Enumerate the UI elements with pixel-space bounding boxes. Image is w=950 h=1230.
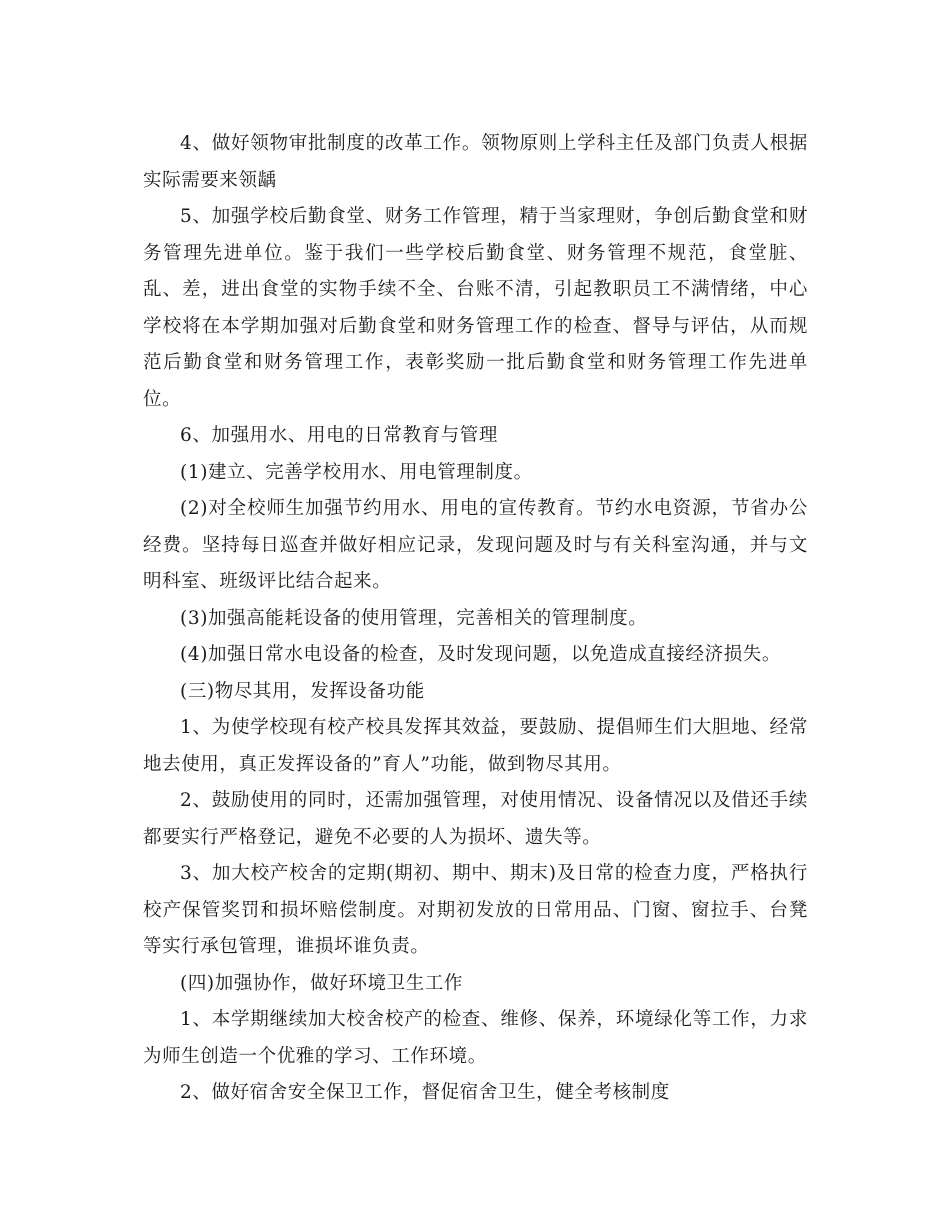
paragraph-equipment-item-1: 1、为使学校现有校产校具发挥其效益，要鼓励、提倡师生们大胆地、经常地去使用，真正发挥设备的”育人”功能，做到物尽其用。 — [143, 717, 808, 775]
paragraph-subitem-3-high-energy: (3)加强高能耗设备的使用管理，完善相关的管理制度。 — [180, 607, 648, 629]
section-heading-3-equipment: (三)物尽其用，发挥设备功能 — [180, 680, 425, 702]
paragraph-item-5-canteen-finance: 5、加强学校后勤食堂、财务工作管理，精于当家理财，争创后勤食堂和财务管理先进单位。鉴于我们一些学校后勤食堂、财务管理不规范，食堂脏、乱、差，进出食堂的实物手续不全、台账不清，引起教职员工不满情绪，中心学校将在本学期加强对后勤食堂和财务管理工作的检查、督导与评估，从而规范后勤食堂和财务管理工作，表彰奖励一批后勤食堂和财务管理工作先进单位。 — [143, 206, 808, 410]
paragraph-environment-item-2: 2、做好宿舍安全保卫工作，督促宿舍卫生，健全考核制度 — [180, 1082, 670, 1103]
paragraph-item-4-requisition-reform: 4、做好领物审批制度的改革工作。领物原则上学科主任及部门负责人根据实际需要来领龋 — [143, 133, 808, 191]
paragraph-subitem-1-system: (1)建立、完善学校用水、用电管理制度。 — [180, 461, 533, 483]
paragraph-item-6-water-electricity: 6、加强用水、用电的日常教育与管理 — [180, 425, 498, 446]
section-heading-4-environment: (四)加强协作，做好环境卫生工作 — [180, 972, 464, 994]
paragraph-equipment-item-3: 3、加大校产校舍的定期(期初、期中、期末)及日常的检查力度，严格执行校产保管奖罚和损坏赔偿制度。对期初发放的日常用品、门窗、窗拉手、台凳等实行承包管理，谁损坏谁负责。 — [143, 863, 808, 957]
document-body — [143, 126, 808, 1112]
paragraph-subitem-4-inspection: (4)加强日常水电设备的检查，及时发现问题，以免造成直接经济损失。 — [180, 644, 782, 665]
paragraph-equipment-item-2: 2、鼓励使用的同时，还需加强管理，对使用情况、设备情况以及借还手续都要实行严格登记，避免不必要的人为损坏、遗失等。 — [143, 790, 808, 848]
paragraph-environment-item-1: 1、本学期继续加大校舍校产的检查、维修、保养，环境绿化等工作，力求为师生创造一个优雅的学习、工作环境。 — [143, 1009, 808, 1067]
paragraph-subitem-2-education: (2)对全校师生加强节约用水、用电的宣传教育。节约水电资源，节省办公经费。坚持每日巡查并做好相应记录，发现问题及时与有关科室沟通，并与文明科室、班级评比结合起来。 — [143, 498, 808, 592]
